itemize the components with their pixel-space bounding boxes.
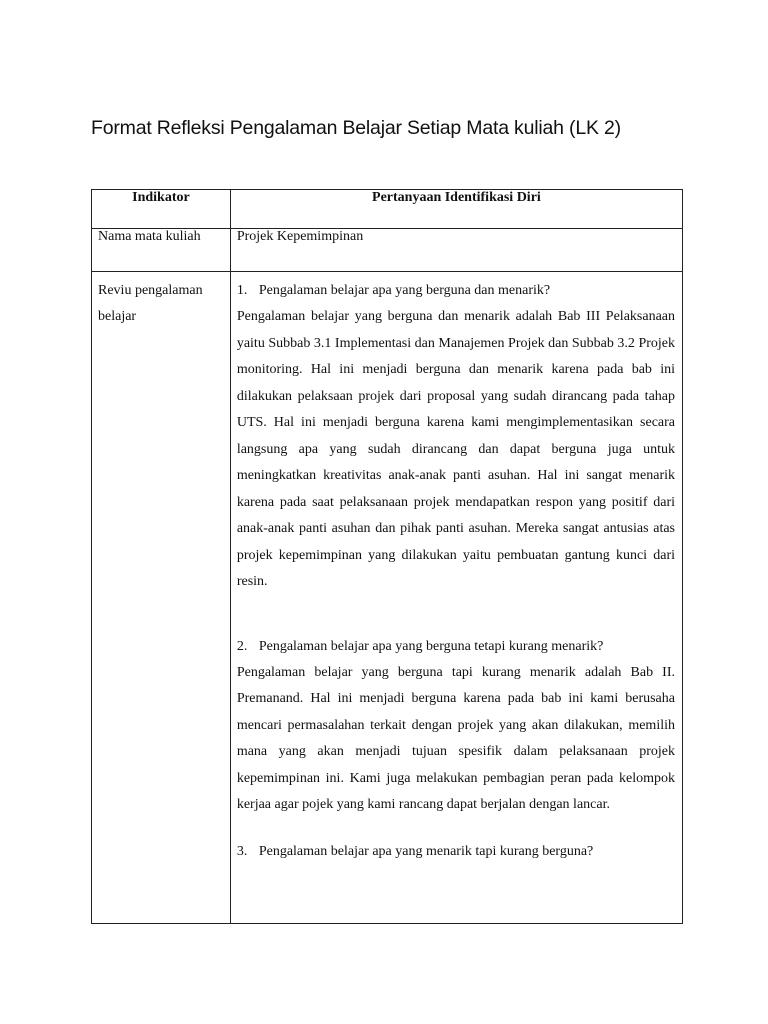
learning-review-content xyxy=(230,272,682,924)
question-number: 3. xyxy=(236,843,248,859)
question-text: Pengalaman belajar apa yang menarik tapi kurang berguna? xyxy=(258,843,594,859)
reflection-table xyxy=(91,189,683,924)
learning-review-row xyxy=(92,272,683,924)
table-header-row xyxy=(92,190,683,229)
page-title: Format Refleksi Pengalaman Belajar Setiap Mata kuliah (LK 2) xyxy=(91,117,621,139)
learning-review-label: Reviu pengalaman belajar xyxy=(92,272,231,924)
course-name-label: Nama mata kuliah xyxy=(92,229,231,272)
course-name-row xyxy=(92,229,683,272)
course-name-value: Projek Kepemimpinan xyxy=(230,229,682,272)
answer-1: Pengalaman belajar yang berguna dan menarik adalah Bab III Pelaksanaan yaitu Subbab 3.1 Implementasi dan Manajemen Projek dan Subbab 3.2 Projek monitoring. Hal ini menjadi berguna dan menarik karena pada bab ini dilakukan pelaksaan projek dari proposal yang sudah dirancang pada tahap UTS. Hal ini menjadi berguna karena kami mengimplementasikan secara langsung apa yang sudah dirancang dan dapat berguna juga untuk meningkatkan kreativitas anak-anak panti asuhan. Hal ini sangat menarik karena pada saat pelaksanaan projek mendapatkan respon yang positif dari anak-anak panti asuhan dan pihak panti asuhan. Mereka sangat antusias atas projek kepemimpinan yang dilakukan yaitu pembuatan gantung kunci dari resin. xyxy=(236,309,675,589)
answer-2: Pengalaman belajar yang berguna tapi kurang menarik adalah Bab II. Premanand. Hal ini menjadi berguna karena pada bab ini kami berusaha mencari permasalahan terkait dengan projek yang akan dilakukan, memilih mana yang akan menjadi tujuan spesifik dalam pelaksanaan projek kepemimpinan ini. Kami juga melakukan pembagian peran pada kelompok kerjaa agar pojek yang kami rancang dapat berjalan dengan lancar. xyxy=(236,664,675,812)
question-3 xyxy=(237,839,675,865)
question-number: 1. xyxy=(236,283,248,298)
question-1 xyxy=(237,278,675,304)
header-indicator: Indikator xyxy=(92,190,231,229)
spacer xyxy=(237,819,675,839)
spacer xyxy=(237,596,675,634)
header-question: Pertanyaan Identifikasi Diri xyxy=(230,190,682,229)
question-2 xyxy=(237,634,675,660)
question-text: Pengalaman belajar apa yang berguna dan menarik? xyxy=(258,283,551,298)
question-text: Pengalaman belajar apa yang berguna tetapi kurang menarik? xyxy=(258,638,604,654)
question-number: 2. xyxy=(236,638,248,654)
